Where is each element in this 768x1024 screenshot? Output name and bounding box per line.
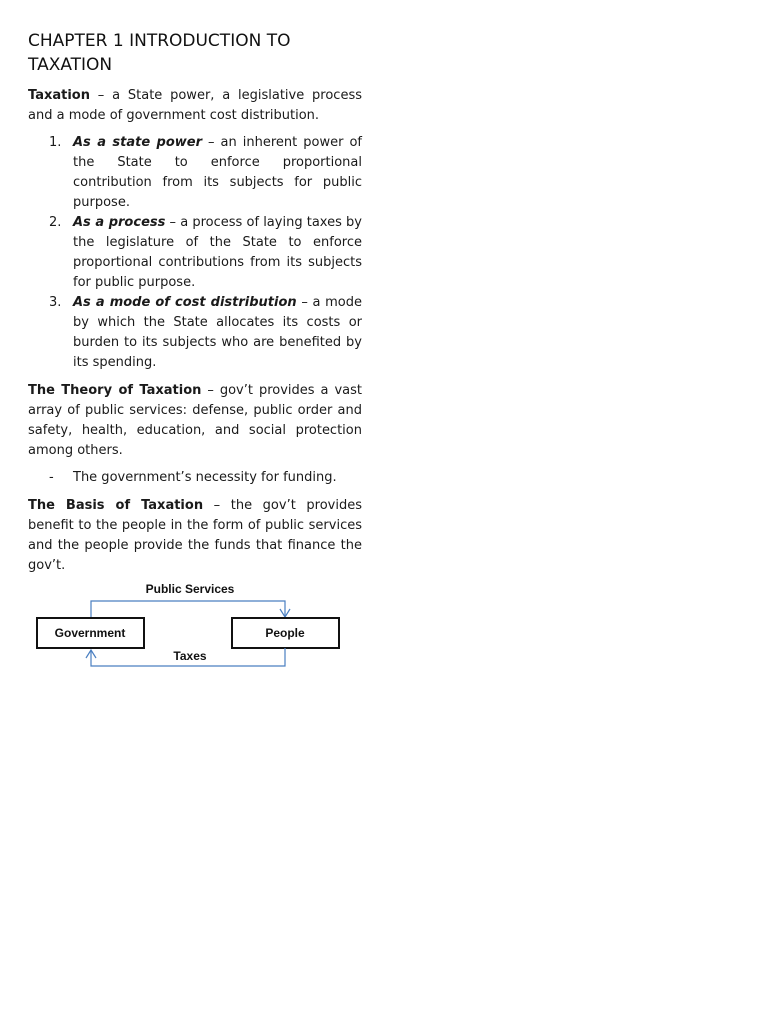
taxation-definition	[28, 86, 362, 126]
theory-definition	[28, 381, 362, 461]
government-label: Government	[54, 626, 126, 640]
document-page	[28, 29, 362, 583]
basis-definition	[28, 496, 362, 576]
flow-diagram-svg	[28, 578, 368, 670]
list-item-term: As a mode of cost distribution	[73, 295, 297, 310]
list-item-number: 1.	[49, 135, 62, 150]
taxes-label: Taxes	[173, 649, 207, 663]
list-item	[28, 133, 362, 213]
people-label: People	[265, 626, 305, 640]
theory-bullet-list	[28, 468, 362, 488]
list-item-number: 3.	[49, 295, 62, 310]
list-item	[28, 468, 362, 488]
basis-term: The Basis of Taxation	[28, 498, 204, 513]
public-services-label: Public Services	[145, 582, 235, 596]
list-item	[28, 293, 362, 373]
list-item-term: As a process	[73, 215, 166, 230]
chapter-title-line1: CHAPTER 1 INTRODUCTION TO	[28, 31, 291, 51]
bullet-text: The government’s necessity for funding.	[73, 470, 337, 485]
theory-definition-text: – gov’t provides a vast array of public services: defense, public order and safety, health, education, and social protection among others.	[28, 383, 362, 458]
theory-term: The Theory of Taxation	[28, 383, 202, 398]
chapter-title-line2: TAXATION	[28, 55, 113, 75]
list-item-number: 2.	[49, 215, 62, 230]
bullet-dash: -	[49, 470, 54, 485]
taxation-definition-text: – a State power, a legislative process and a mode of government cost distribution.	[28, 88, 362, 123]
list-item-text: – a process of laying taxes by the legislature of the State to enforce proportional contributions from its subjects for public purpose.	[73, 215, 362, 290]
basis-definition-text: – the gov’t provides benefit to the people in the form of public services and the people provide the funds that finance the gov’t.	[28, 498, 362, 573]
taxation-aspects-list	[28, 133, 362, 373]
list-item	[28, 213, 362, 293]
list-item-text: – a mode by which the State allocates its costs or burden to its subjects who are benefited by its spending.	[73, 295, 362, 370]
public-services-arrow	[91, 601, 285, 618]
list-item-term: As a state power	[73, 135, 203, 150]
list-item-text: – an inherent power of the State to enforce proportional contribution from its subjects for public purpose.	[73, 135, 362, 210]
chapter-title	[28, 29, 362, 77]
flow-diagram	[28, 578, 368, 670]
taxation-term: Taxation	[28, 88, 90, 103]
